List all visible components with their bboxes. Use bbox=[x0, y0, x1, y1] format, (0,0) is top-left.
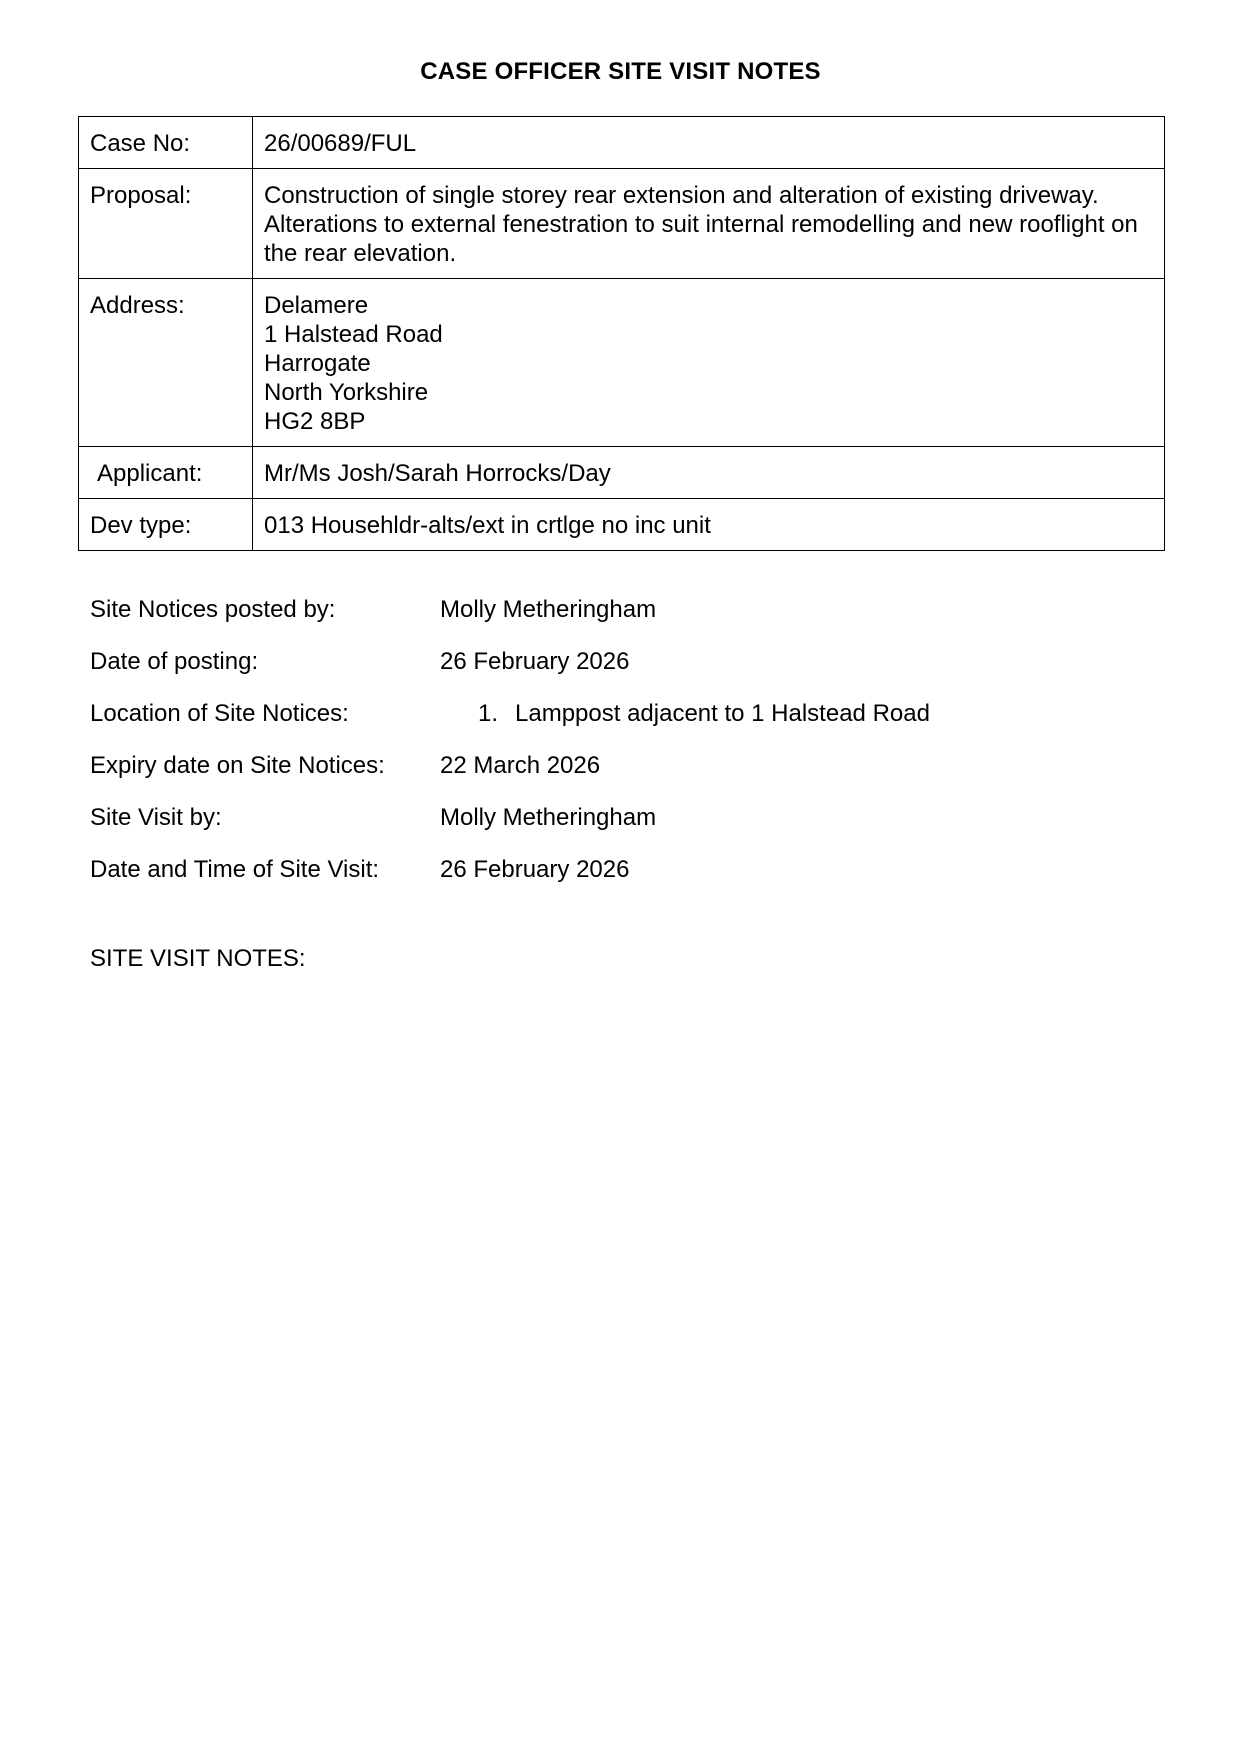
location-row bbox=[90, 696, 930, 748]
case-details-table bbox=[78, 116, 1165, 551]
site-notice-details bbox=[90, 592, 930, 904]
location-list bbox=[440, 696, 930, 748]
document-title: CASE OFFICER SITE VISIT NOTES bbox=[420, 58, 821, 85]
applicant-row bbox=[79, 447, 1165, 499]
visit-by-label: Site Visit by: bbox=[90, 804, 222, 831]
date-of-posting-label: Date of posting: bbox=[90, 648, 259, 675]
address-row bbox=[79, 279, 1165, 447]
proposal-value: Construction of single storey rear extension and alteration of existing driveway. Alterations to external fenestration to suit internal remodelling and new rooflight on the rear elevation. bbox=[253, 169, 1165, 279]
visit-by-row bbox=[90, 800, 930, 852]
case-no-row bbox=[79, 117, 1165, 169]
expiry-row bbox=[90, 748, 930, 800]
dev-type-value: 013 Househldr-alts/ext in crtlge no inc unit bbox=[253, 499, 1165, 551]
address-label: Address: bbox=[79, 279, 253, 447]
posted-by-row bbox=[90, 592, 930, 644]
posted-by-label: Site Notices posted by: bbox=[90, 596, 336, 623]
case-no-label: Case No: bbox=[79, 117, 253, 169]
date-of-posting-value: 26 February 2026 bbox=[440, 648, 630, 675]
expiry-value: 22 March 2026 bbox=[440, 752, 601, 779]
proposal-label: Proposal: bbox=[79, 169, 253, 279]
dev-type-row bbox=[79, 499, 1165, 551]
visit-datetime-label: Date and Time of Site Visit: bbox=[90, 856, 380, 883]
address-value: Delamere 1 Halstead Road Harrogate North Yorkshire HG2 8BP bbox=[253, 279, 1165, 447]
site-visit-notes-heading: SITE VISIT NOTES: bbox=[90, 945, 306, 972]
location-list-number: 1. bbox=[478, 700, 499, 727]
location-list-item: Lamppost adjacent to 1 Halstead Road bbox=[515, 700, 930, 727]
posted-by-value: Molly Metheringham bbox=[440, 596, 657, 623]
date-of-posting-row bbox=[90, 644, 930, 696]
visit-by-value: Molly Metheringham bbox=[440, 804, 657, 831]
visit-datetime-row bbox=[90, 852, 930, 904]
case-no-value: 26/00689/FUL bbox=[253, 117, 1165, 169]
proposal-row bbox=[79, 169, 1165, 279]
dev-type-label: Dev type: bbox=[79, 499, 253, 551]
applicant-label: Applicant: bbox=[79, 447, 253, 499]
location-label: Location of Site Notices: bbox=[90, 700, 349, 727]
visit-datetime-value: 26 February 2026 bbox=[440, 856, 630, 883]
applicant-value: Mr/Ms Josh/Sarah Horrocks/Day bbox=[253, 447, 1165, 499]
expiry-label: Expiry date on Site Notices: bbox=[90, 752, 385, 779]
